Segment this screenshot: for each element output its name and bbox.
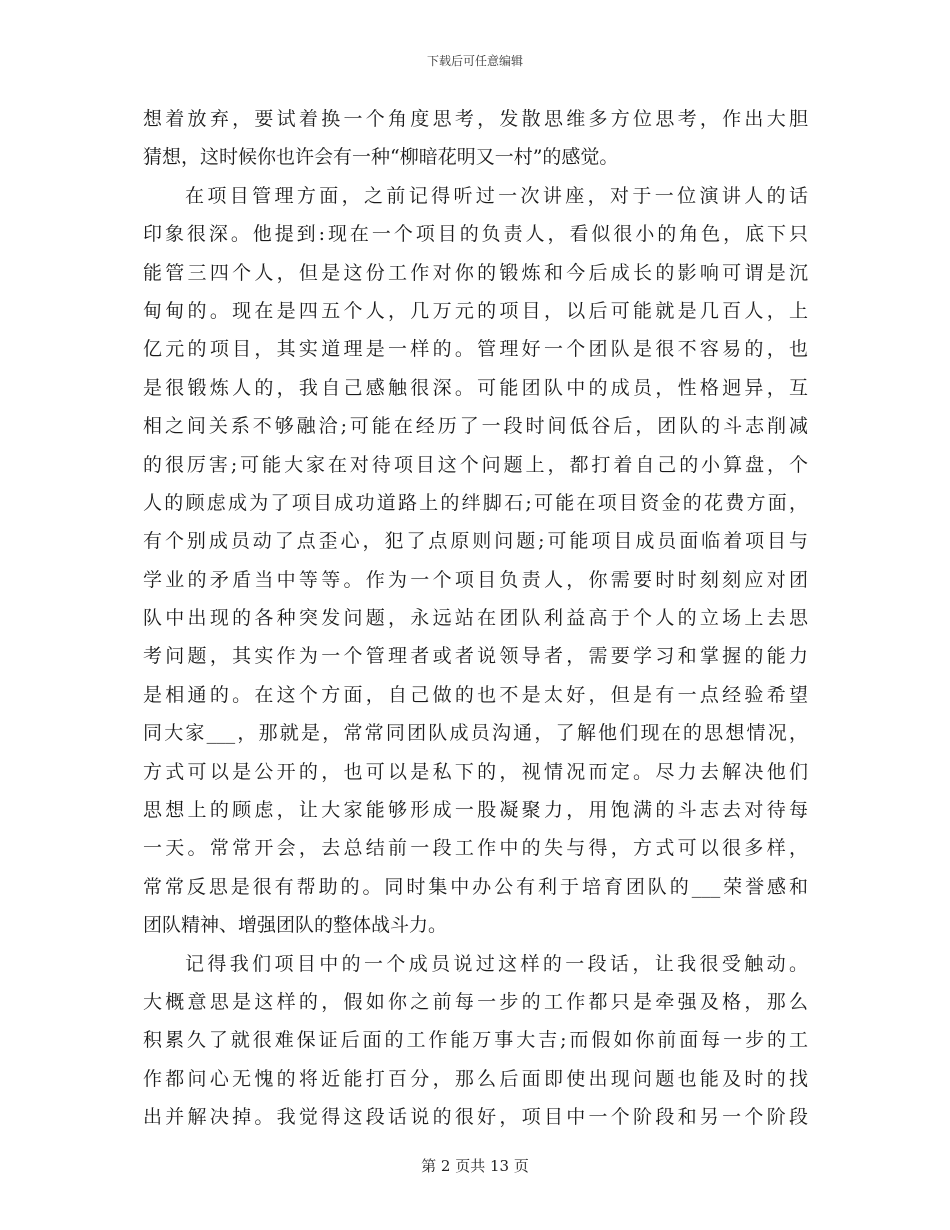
text-line: 相之间关系不够融洽;可能在经历了一段时间低谷后，团队的斗志削减 bbox=[143, 415, 808, 438]
text-line: 猜想，这时候你也许会有一种“柳暗花明又一村”的感觉。 bbox=[143, 146, 619, 169]
text-line: 常常反思是很有帮助的。同时集中办公有利于培育团队的___荣誉感和 bbox=[143, 875, 808, 898]
text-line: 一天。常常开会，去总结前一段工作中的失与得，方式可以很多样， bbox=[143, 837, 808, 860]
text-line: 积累久了就很难保证后面的工作能万事大吉;而假如你前面每一步的工 bbox=[143, 1029, 808, 1052]
text-line: 有个别成员动了点歪心，犯了点原则问题;可能项目成员面临着项目与 bbox=[143, 530, 808, 553]
text-line: 团队精神、增强团队的整体战斗力。 bbox=[143, 914, 448, 937]
text-line: 是很锻炼人的，我自己感触很深。可能团队中的成员，性格迥异，互 bbox=[143, 376, 808, 399]
text-line: 印象很深。他提到:现在一个项目的负责人，看似很小的角色，底下只 bbox=[143, 223, 808, 246]
text-line: 方式可以是公开的，也可以是私下的，视情况而定。尽力去解决他们 bbox=[143, 760, 808, 783]
page-header: 下载后可任意编辑 bbox=[426, 54, 523, 68]
text-line: 人的顾虑成为了项目成功道路上的绊脚石;可能在项目资金的花费方面， bbox=[143, 491, 808, 514]
text-line: 学业的矛盾当中等等。作为一个项目负责人，你需要时时刻刻应对团 bbox=[143, 568, 808, 591]
text-line: 记得我们项目中的一个成员说过这样的一段话，让我很受触动。 bbox=[185, 952, 808, 975]
text-line: 在项目管理方面，之前记得听过一次讲座，对于一位演讲人的话 bbox=[185, 184, 808, 207]
paragraph bbox=[143, 945, 808, 1137]
text-line: 甸甸的。现在是四五个人，几万元的项目，以后可能就是几百人，上 bbox=[143, 299, 808, 322]
document-body bbox=[143, 100, 808, 1137]
page-number: 第 2 页共 13 页 bbox=[421, 1157, 529, 1175]
text-line: 亿元的项目，其实道理是一样的。管理好一个团队是很不容易的，也 bbox=[143, 338, 808, 361]
text-line: 想着放弃，要试着换一个角度思考，发散思维多方位思考，作出大胆 bbox=[143, 108, 808, 130]
text-line: 同大家___，那就是，常常同团队成员沟通，了解他们现在的思想情况， bbox=[143, 722, 808, 745]
text-line: 是相通的。在这个方面，自己做的也不是太好，但是有一点经验希望 bbox=[143, 683, 808, 706]
paragraph bbox=[143, 177, 808, 945]
text-line: 能管三四个人，但是这份工作对你的锻炼和今后成长的影响可谓是沉 bbox=[143, 261, 808, 284]
paragraph bbox=[143, 100, 808, 177]
text-line: 队中出现的各种突发问题，永远站在团队利益高于个人的立场上去思 bbox=[143, 607, 808, 630]
text-line: 出并解决掉。我觉得这段话说的很好，项目中一个阶段和另一个阶段 bbox=[143, 1106, 808, 1129]
text-line: 作都问心无愧的将近能打百分，那么后面即使出现问题也能及时的找 bbox=[143, 1067, 808, 1090]
text-line: 考问题，其实作为一个管理者或者说领导者，需要学习和掌握的能力 bbox=[143, 645, 808, 668]
text-line: 思想上的顾虑，让大家能够形成一股凝聚力，用饱满的斗志去对待每 bbox=[143, 799, 808, 822]
text-line: 的很厉害;可能大家在对待项目这个问题上，都打着自己的小算盘，个 bbox=[143, 453, 808, 476]
text-line: 大概意思是这样的，假如你之前每一步的工作都只是牵强及格，那么 bbox=[143, 990, 808, 1013]
